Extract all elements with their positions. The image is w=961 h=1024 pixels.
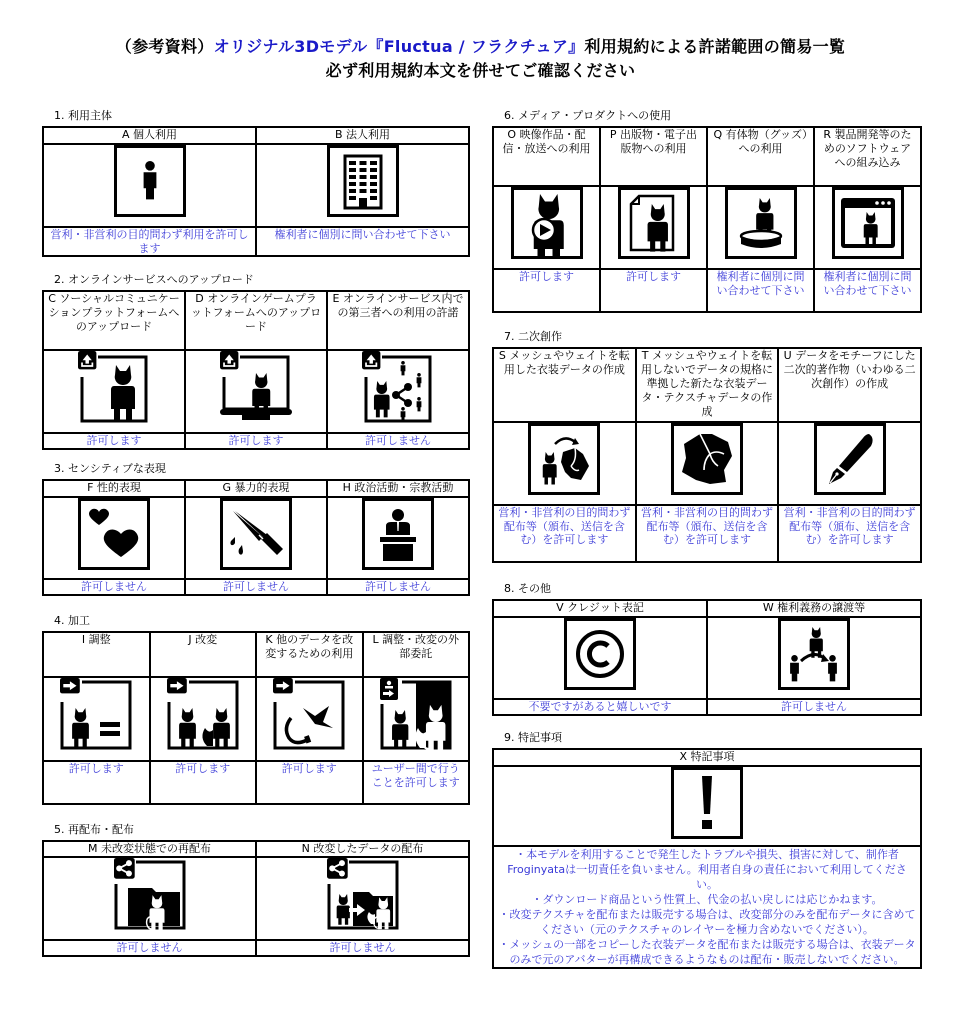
item-title-t: T メッシュやウェイトを転用しないでデータの規格に準拠した新たな衣装データ・テクスチャデータの作成 (636, 348, 779, 422)
outsource-icon (380, 678, 452, 750)
item-status-r: 権利者に個別に問い合わせて下さい (814, 269, 921, 312)
section-processing (42, 614, 470, 805)
note-item: ・改変テクスチャを配布または販売する場合は、改変部分のみを配布データに含めてください（元のテクスチャのレイヤーを極力含めないでください）。 (498, 908, 916, 936)
permission-table (42, 290, 470, 450)
building-icon (327, 145, 399, 217)
section-label: 6. メディア・プロダクトへの使用 (504, 109, 672, 122)
item-status-p: 許可します (600, 269, 707, 312)
item-title-m: M 未改変状態での再配布 (43, 841, 256, 857)
knife-icon (220, 498, 292, 570)
section-label: 3. センシティブな表現 (54, 462, 166, 475)
item-title-p: P 出版物・電子出版物への利用 (600, 127, 707, 186)
item-title-i: I 調整 (43, 632, 150, 677)
item-status-s: 営利・非営利の目的問わず配布等（頒布、送信を含む）を許可します (493, 505, 636, 562)
note-item: ・ダウンロード商品という性質上、代金の払い戻しには応じかねます。 (531, 893, 883, 906)
item-title-b: B 法人利用 (256, 127, 469, 144)
notes-list (493, 846, 921, 968)
item-title-r: R 製品開発等のためのソフトウェアへの組み込み (814, 127, 921, 186)
item-status-o: 許可します (493, 269, 600, 312)
transfer-rights-icon (778, 618, 850, 690)
item-status-q: 権利者に個別に問い合わせて下さい (707, 269, 814, 312)
section-label: 8. その他 (504, 582, 551, 595)
upload-monitor-icon (220, 351, 292, 423)
section-label: 1. 利用主体 (54, 109, 112, 122)
item-status-b: 権利者に個別に問い合わせて下さい (256, 227, 469, 256)
item-title-j: J 改変 (150, 632, 257, 677)
item-title-o: O 映像作品・配信・放送への利用 (493, 127, 600, 186)
permission-table (42, 479, 470, 596)
section-label: 2. オンラインサービスへのアップロード (54, 273, 254, 286)
item-title-d: D オンラインゲームプラットフォームへのアップロード (185, 291, 327, 350)
permission-table (492, 599, 922, 716)
share-folder-icon (114, 858, 186, 930)
item-title-q: Q 有体物（グッズ）への利用 (707, 127, 814, 186)
item-status-e: 許可しません (327, 433, 469, 449)
item-status-w: 許可しません (707, 699, 921, 715)
item-title-k: K 他のデータを改変するための利用 (256, 632, 363, 677)
item-status-c: 許可します (43, 433, 185, 449)
copyright-icon (564, 618, 636, 690)
section-usage-subject (42, 109, 470, 257)
item-title-h: H 政治活動・宗教活動 (327, 480, 469, 497)
item-title-n: N 改変したデータの配布 (256, 841, 469, 857)
permission-table (42, 840, 470, 957)
share-modified-icon (327, 858, 399, 930)
document-avatar-icon (618, 187, 690, 259)
item-title-u: U データをモチーフにした二次的著作物（いわゆる二次創作）の作成 (778, 348, 921, 422)
item-title-v: V クレジット表記 (493, 600, 707, 617)
item-title-g: G 暴力的表現 (185, 480, 327, 497)
item-status-f: 許可しません (43, 579, 185, 595)
permission-table (492, 126, 922, 313)
adjust-icon (60, 678, 132, 750)
item-status-n: 許可しません (256, 940, 469, 956)
item-status-h: 許可しません (327, 579, 469, 595)
item-status-m: 許可しません (43, 940, 256, 956)
item-status-g: 許可しません (185, 579, 327, 595)
section-sensitive-expression (42, 462, 470, 596)
permission-table (42, 126, 470, 257)
modify-icon (167, 678, 239, 750)
notes-table (492, 748, 922, 969)
upload-avatar-icon (78, 351, 150, 423)
item-status-a: 営利・非営利の目的問わず利用を許可します (43, 227, 256, 256)
exclamation-icon (671, 767, 743, 839)
item-status-d: 許可します (185, 433, 327, 449)
title-product-name: オリジナル3Dモデル『Fluctua / フラクチュア』 (213, 37, 585, 56)
section-online-upload (42, 273, 470, 450)
video-play-icon (511, 187, 583, 259)
item-status-u: 営利・非営利の目的問わず配布等（頒布、送信を含む）を許可します (778, 505, 921, 562)
figure-stand-icon (725, 187, 797, 259)
section-special-notes (492, 731, 922, 969)
section-label: 4. 加工 (54, 614, 90, 627)
item-title-e: E オンラインサービス内での第三者への利用の許諾 (327, 291, 469, 350)
item-title-f: F 性的表現 (43, 480, 185, 497)
item-status-j: 許可します (150, 761, 257, 804)
item-status-v: 不要ですがあると嬉しいです (493, 699, 707, 715)
item-status-t: 営利・非営利の目的問わず配布等（頒布、送信を含む）を許可します (636, 505, 779, 562)
page-title (0, 34, 961, 57)
item-title-x: X 特記事項 (493, 749, 921, 766)
item-status-k: 許可します (256, 761, 363, 804)
item-status-i: 許可します (43, 761, 150, 804)
item-title-c: C ソーシャルコミュニケーションプラットフォームへのアップロード (43, 291, 185, 350)
item-title-l: L 調整・改変の外部委託 (363, 632, 470, 677)
note-item: ・メッシュの一部をコピーした衣装データを配布または販売する場合は、衣装データのみで元のアバターが再構成できるようなものは配布・販売しないでください。 (498, 938, 916, 966)
upload-share-icon (362, 351, 434, 423)
section-other (492, 582, 922, 716)
section-redistribution (42, 823, 470, 957)
title-suffix: 利用規約による許諾範囲の簡易一覧 (584, 37, 846, 56)
note-item: ・本モデルを利用することで発生したトラブルや損失、損害に対して、制作者Froginyataは一切責任を負いません。利用者自身の責任において利用してください。 (507, 848, 907, 891)
section-label: 7. 二次創作 (504, 330, 562, 343)
software-window-icon (832, 187, 904, 259)
item-title-a: A 個人利用 (43, 127, 256, 144)
page-subtitle: 必ず利用規約本文を併せてご確認ください (325, 61, 636, 80)
section-media-product (492, 109, 922, 313)
clothing-icon (671, 423, 743, 495)
podium-speaker-icon (362, 498, 434, 570)
section-derivative-works (492, 330, 922, 563)
section-label: 5. 再配布・配布 (54, 823, 134, 836)
person-icon (114, 145, 186, 217)
permission-table (492, 347, 922, 563)
item-title-w: W 権利義務の譲渡等 (707, 600, 921, 617)
hearts-icon (78, 498, 150, 570)
permission-table (42, 631, 470, 805)
title-prefix: （参考資料） (115, 37, 214, 56)
avatar-to-clothing-icon (528, 423, 600, 495)
parts-icon (273, 678, 345, 750)
item-status-l: ユーザー間で行うことを許可します (363, 761, 470, 804)
section-label: 9. 特記事項 (504, 731, 562, 744)
pen-nib-icon (814, 423, 886, 495)
item-title-s: S メッシュやウェイトを転用した衣装データの作成 (493, 348, 636, 422)
